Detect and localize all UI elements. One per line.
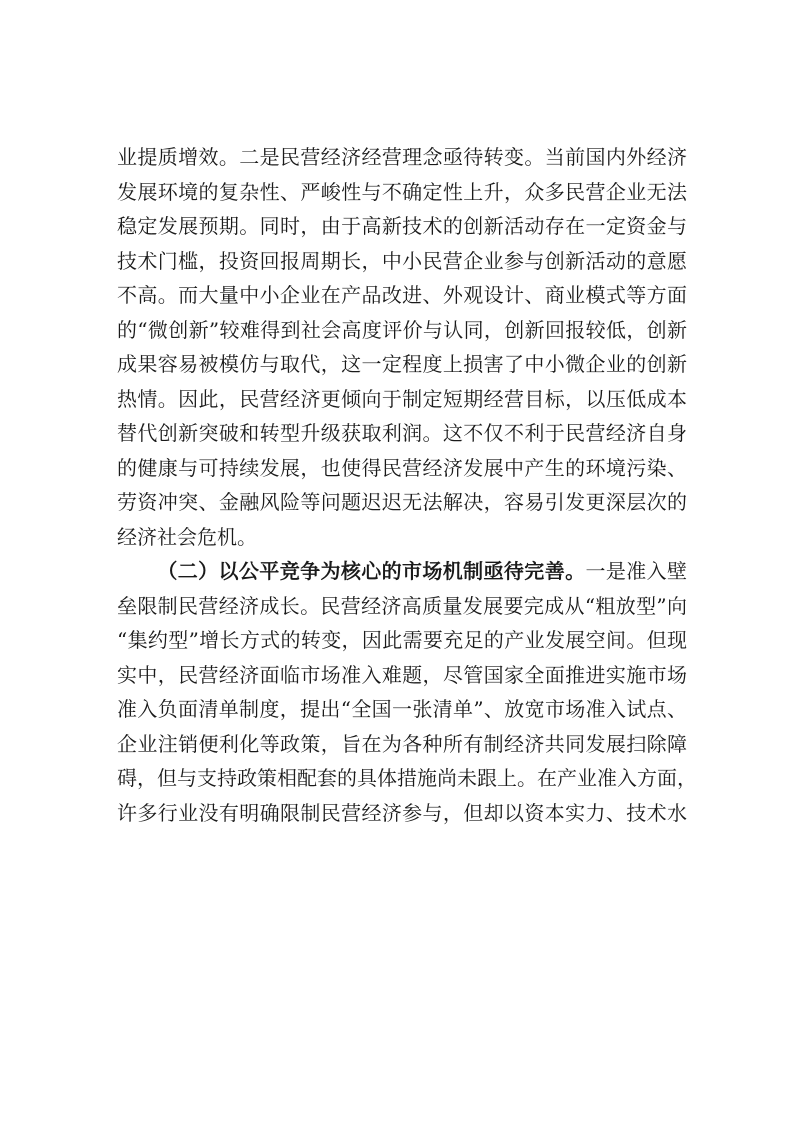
body-line: 技术门槛，投资回报周期长，中小民营企业参与创新活动的意愿 <box>117 248 687 273</box>
body-line: 热情。因此，民营经济更倾向于制定短期经营目标，以压低成本 <box>117 386 687 411</box>
body-line: 稳定发展预期。同时，由于高新技术的创新活动存在一定资金与 <box>117 214 687 238</box>
section-line: “集约型”增长方式的转变，因此需要充足的产业发展空间。但现 <box>117 628 687 652</box>
body-line: 的“微创新”较难得到社会高度评价与认同，创新回报较低，创新 <box>117 317 687 342</box>
section-heading: （二）以公平竞争为核心的市场机制亟待完善。 <box>157 559 586 583</box>
section-line: 实中，民营经济面临市场准入难题，尽管国家全面推进实施市场 <box>117 662 687 687</box>
body-line: 经济社会危机。 <box>117 524 257 549</box>
section-line: 准入负面清单制度，提出“全国一张清单”、放宽市场准入试点、 <box>117 697 687 721</box>
body-line: 发展环境的复杂性、严峻性与不确定性上升，众多民营企业无法 <box>117 179 687 204</box>
body-line: 的健康与可持续发展，也使得民营经济发展中产生的环境污染、 <box>117 455 687 480</box>
document-body <box>117 140 697 830</box>
section-line: 企业注销便利化等政策，旨在为各种所有制经济共同发展扫除障 <box>117 731 687 756</box>
body-line: 不高。而大量中小企业在产品改进、外观设计、商业模式等方面 <box>117 283 687 307</box>
section-line: 垒限制民营经济成长。民营经济高质量发展要完成从“粗放型”向 <box>117 593 687 618</box>
body-line: 业提质增效。二是民营经济经营理念亟待转变。当前国内外经济 <box>117 145 687 169</box>
body-line: 成果容易被模仿与取代，这一定程度上损害了中小微企业的创新 <box>117 352 687 376</box>
section-first-line <box>117 554 687 589</box>
body-line: 替代创新突破和转型升级获取利润。这不仅不利于民营经济自身 <box>117 421 687 445</box>
section-first-line-rest: 一是准入壁 <box>585 559 688 583</box>
body-line: 劳资冲突、金融风险等问题迟迟无法解决，容易引发更深层次的 <box>117 490 687 514</box>
section-line: 碍，但与支持政策相配套的具体措施尚未跟上。在产业准入方面， <box>117 766 697 790</box>
section-line: 许多行业没有明确限制民营经济参与，但却以资本实力、技术水 <box>117 800 687 825</box>
